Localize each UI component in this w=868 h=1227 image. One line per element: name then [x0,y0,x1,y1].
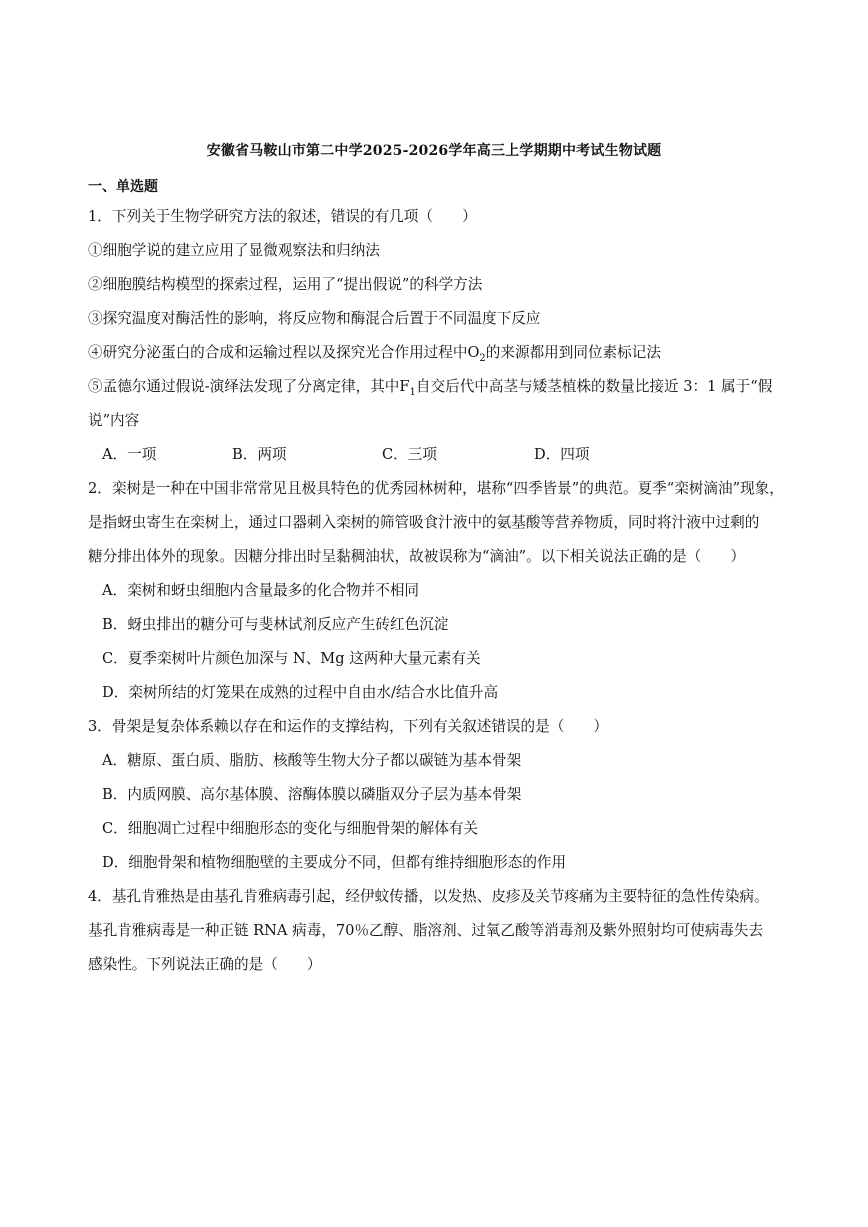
section-heading: 一、单选题 [88,179,158,195]
statement-5-continued: 说”内容 [88,412,140,429]
question-4-stem-line-1: 4．基孔肯雅热是由基孔肯雅病毒引起，经伊蚊传播，以发热、皮疹及关节疼痛为主要特征的急性传染病。 [88,888,769,905]
question-2-stem-line-3: 糖分排出体外的现象。因糖分排出时呈黏稠油状，故被误称为“滴油”。以下相关说法正确的是（ ） [88,548,746,565]
statement-5 [88,370,788,404]
statement-1: ①细胞学说的建立应用了显微观察法和归纳法 [88,242,380,259]
option-c[interactable]: C．三项 [382,446,437,463]
option-d[interactable]: D．四项 [534,446,590,463]
oxygen-subscript: 2 [479,352,486,364]
f1-subscript: 1 [409,386,416,398]
document-title: 安徽省马鞍山市第二中学2025-2026学年高三上学期期中考试生物试题 [206,143,662,159]
statement-5-text-b: 自交后代中高茎与矮茎植株的数量比接近 3：1 属于“假 [415,378,773,395]
question-3-stem: 3．骨架是复杂体系赖以存在和运作的支撑结构，下列有关叙述错误的是（ ） [88,718,609,735]
option-a[interactable]: A．栾树和蚜虫细胞内含量最多的化合物并不相同 [102,582,420,599]
option-b[interactable]: B．内质网膜、高尔基体膜、溶酶体膜以磷脂双分子层为基本骨架 [102,786,522,803]
question-4-stem-line-2: 基孔肯雅病毒是一种正链 RNA 病毒，70％乙醇、脂溶剂、过氧乙酸等消毒剂及紫外照射均可使病毒失去 [88,922,764,939]
statement-2: ②细胞膜结构模型的探索过程，运用了“提出假说”的科学方法 [88,276,483,293]
option-d[interactable]: D．细胞骨架和植物细胞壁的主要成分不同，但都有维持细胞形态的作用 [102,854,567,871]
oxygen-symbol: O [467,344,480,361]
question-2-stem-line-2: 是指蚜虫寄生在栾树上，通过口器刺入栾树的筛管吸食汁液中的氨基酸等营养物质，同时将汁液中过剩的 [88,514,760,531]
statement-5-text-a: ⑤孟德尔通过假说-演绎法发现了分离定律，其中 [88,378,400,395]
option-b[interactable]: B．两项 [232,446,287,463]
statement-3: ③探究温度对酶活性的影响，将反应物和酶混合后置于不同温度下反应 [88,310,541,327]
f1-symbol: F [399,378,410,395]
option-c[interactable]: C．夏季栾树叶片颜色加深与 N、Mg 这两种大量元素有关 [102,650,481,667]
question-list [88,200,788,982]
option-a[interactable]: A．糖原、蛋白质、脂肪、核酸等生物大分子都以碳链为基本骨架 [102,752,522,769]
option-c[interactable]: C．细胞凋亡过程中细胞形态的变化与细胞骨架的解体有关 [102,820,479,837]
question-2-stem-line-1: 2．栾树是一种在中国非常常见且极具特色的优秀园林树种，堪称“四季皆景”的典范。夏季“栾树滴油”现象， [88,480,784,497]
option-d[interactable]: D．栾树所结的灯笼果在成熟的过程中自由水/结合水比值升高 [102,684,499,701]
question-2 [88,472,788,710]
question-3 [88,710,788,880]
option-b[interactable]: B．蚜虫排出的糖分可与斐林试剂反应产生砖红色沉淀 [102,616,449,633]
question-4-stem-line-3: 感染性。下列说法正确的是（ ） [88,956,322,973]
question-1 [88,200,788,472]
question-1-stem: 1．下列关于生物学研究方法的叙述，错误的有几项（ ） [88,208,477,225]
statement-4-text-a: ④研究分泌蛋白的合成和运输过程以及探究光合作用过程中 [88,344,468,361]
question-1-options [88,438,788,472]
statement-4 [88,336,788,370]
option-a[interactable]: A．一项 [102,446,157,463]
statement-4-text-b: 的来源都用到同位素标记法 [485,344,661,361]
question-4 [88,880,788,982]
